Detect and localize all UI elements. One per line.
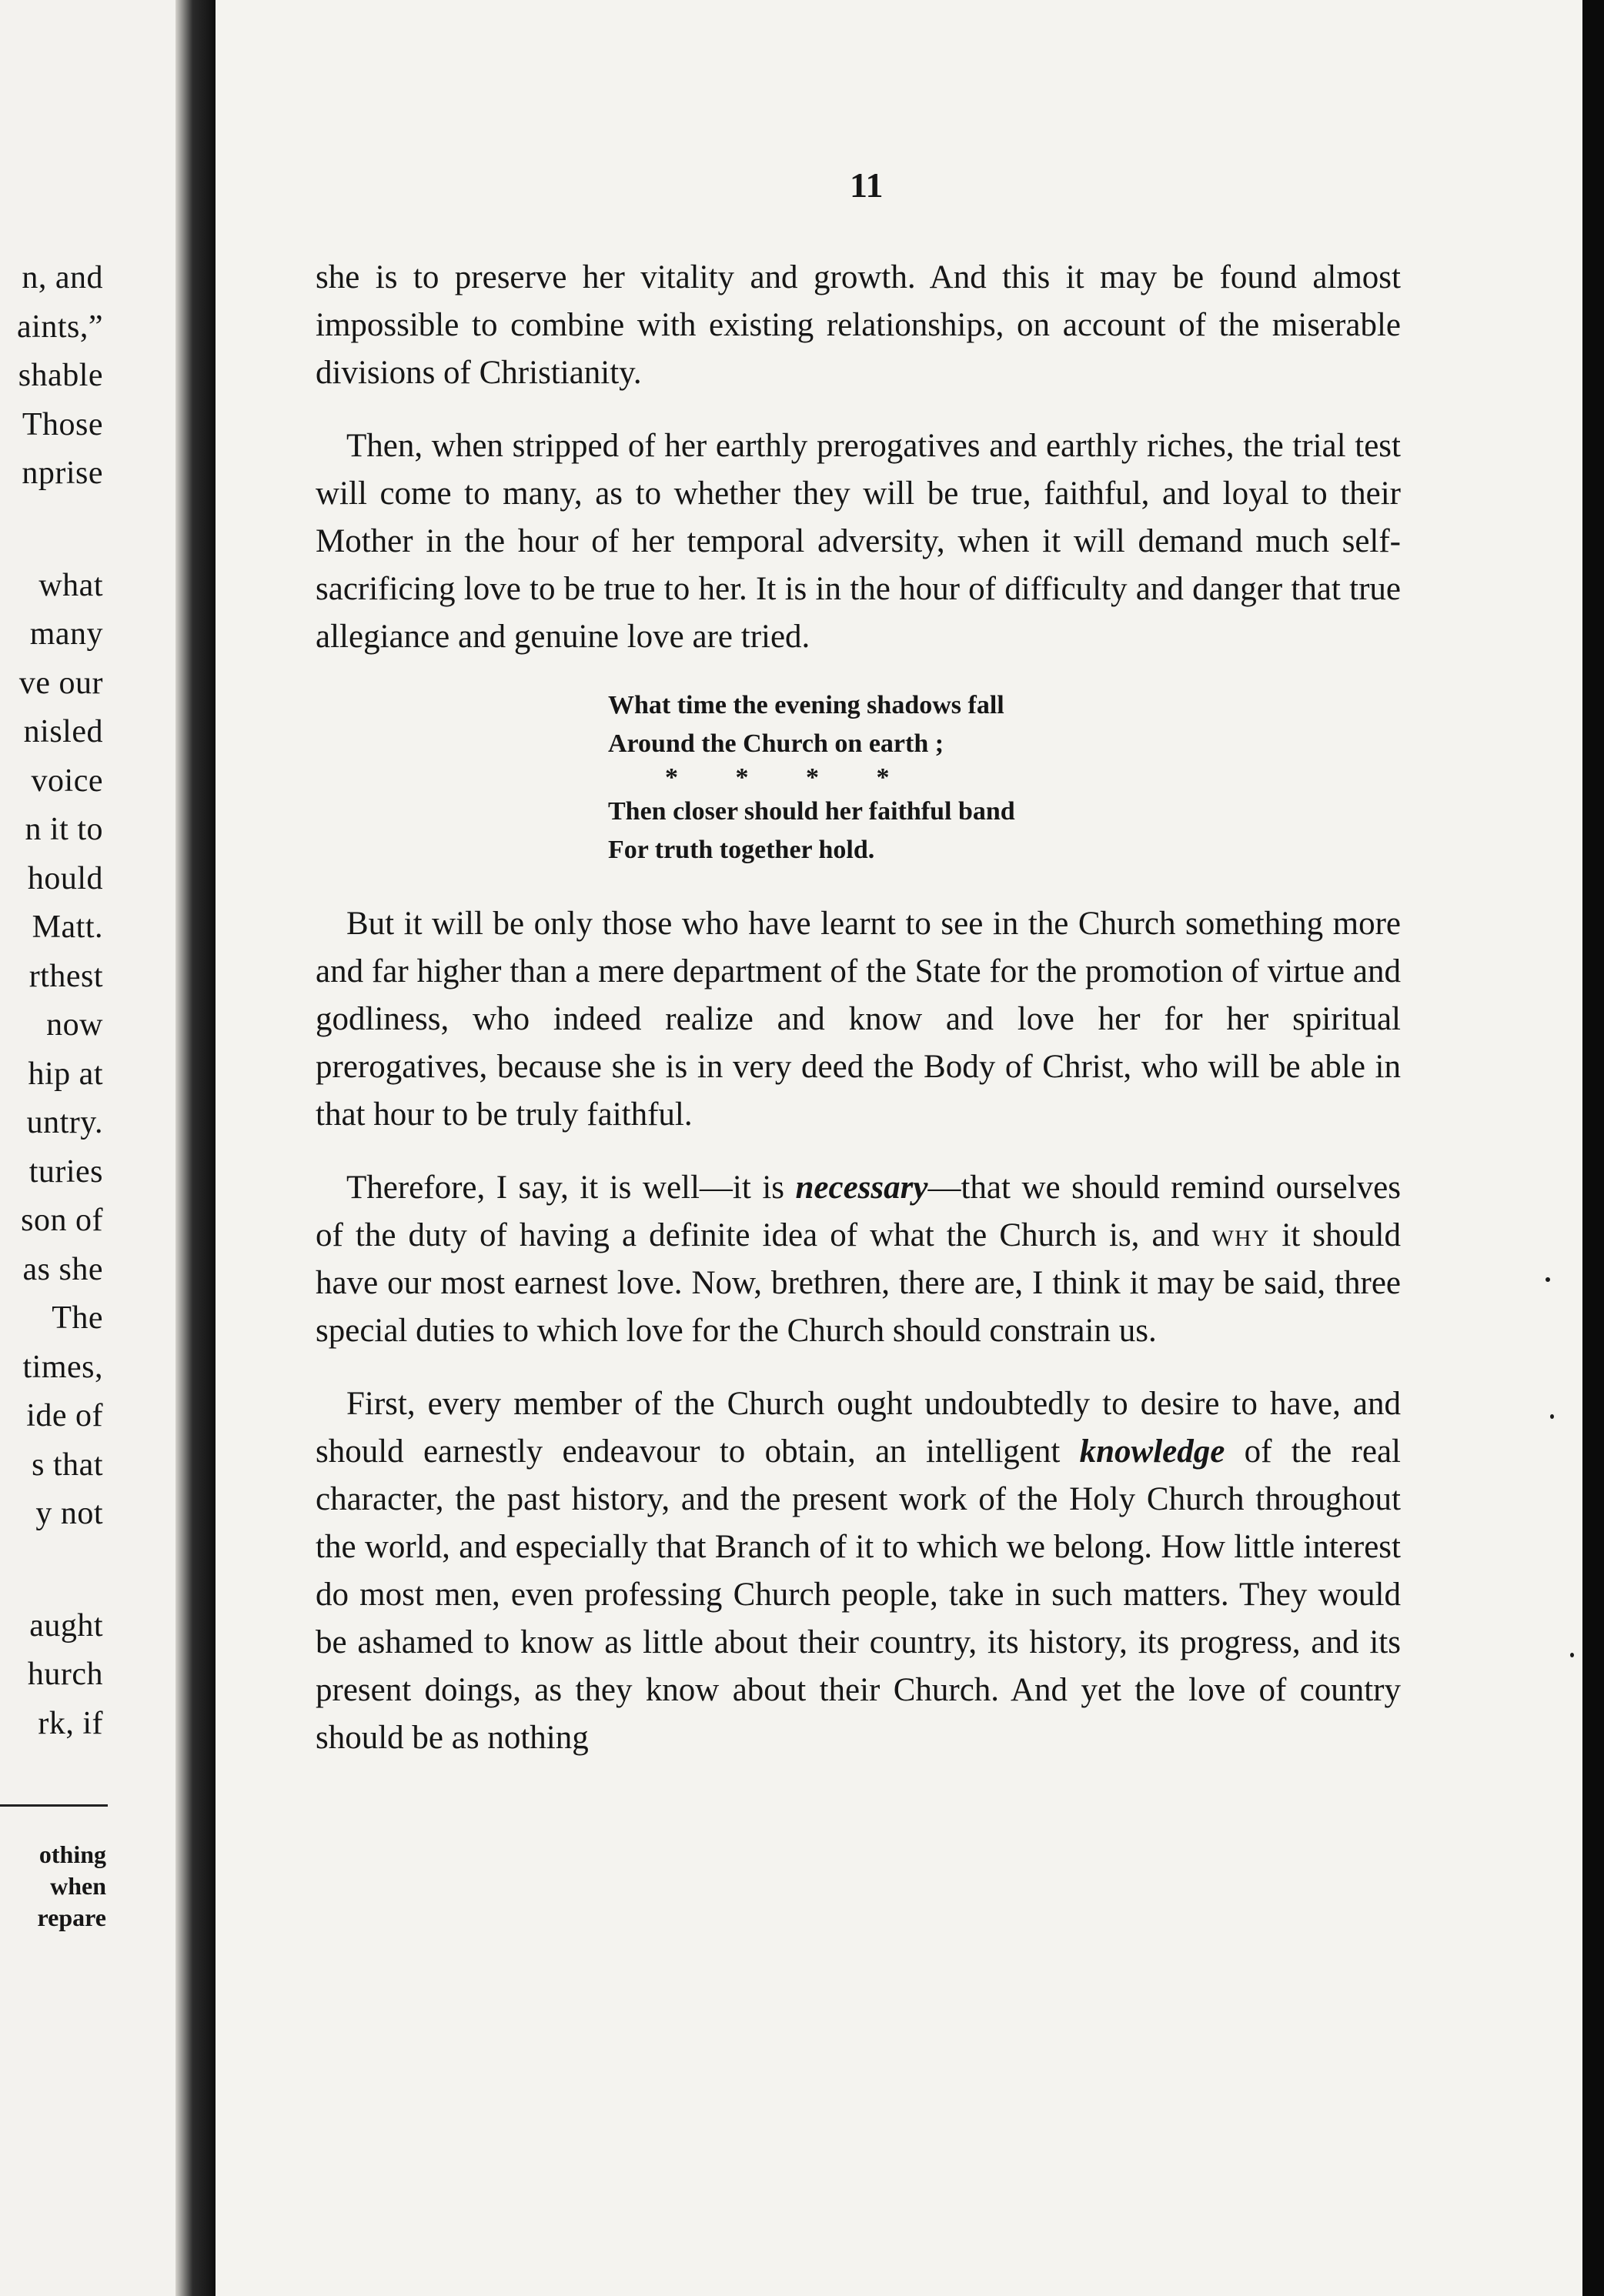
previous-page-line: times, [22,1349,103,1385]
verse-ellipsis-stars: * * * * [665,763,890,792]
previous-page [0,0,186,2296]
previous-page-line: many [29,616,103,652]
footnote-rule [0,1804,108,1807]
footnote-line: repare [37,1904,106,1931]
paragraph-1: she is to preserve her vitality and growth. And this it may be found almost impossible to combine with existing relationships, on account of the miserable divisions of Christianity. [316,259,1401,391]
verse-line-3: Then closer should her faithful band [608,797,1015,826]
previous-page-line: n, and [22,260,103,295]
paragraph-gap [17,1539,103,1602]
paragraph-4-text: Therefore, I say, it is well—it is [346,1170,796,1206]
previous-page-line: rk, if [38,1705,103,1741]
previous-page-footnote [38,1839,106,1934]
verse-quotation [608,686,1401,869]
previous-page-line: s that [32,1447,103,1483]
footnote-line: when [50,1872,106,1900]
previous-page-line: son of [21,1203,103,1238]
page-body [316,254,1401,1787]
previous-page-line: now [46,1007,103,1043]
previous-page-line: nisled [23,714,103,749]
previous-page-line: The [52,1300,103,1336]
paragraph-gap [17,499,103,562]
previous-page-line: voice [31,763,103,799]
paragraph-4-text: it should have our most earnest love. Now, brethren, there are, I think it may be said, three special duties to which love for the Church should constrain us. [316,1217,1401,1349]
previous-page-line: n it to [25,812,103,847]
paragraph-5 [316,1380,1401,1762]
book-gutter [175,0,219,2296]
paragraph-3: But it will be only those who have learnt to see in the Church something more and far higher than a mere department of the State for the promotion of virtue and godliness, who indeed realize and know and love her for her spiritual prerogatives, because she is in very deed the Body of Christ, who will be able in that hour to be truly faithful. [316,906,1401,1133]
previous-page-line: hurch [27,1657,103,1692]
previous-page-line: ide of [26,1398,103,1433]
paragraph-4 [316,1164,1401,1355]
page-number: 11 [850,165,884,205]
previous-page-line: what [38,567,103,603]
scan-speck [1550,1414,1554,1419]
verse-line-1: What time the evening shadows fall [608,691,1004,719]
previous-page-text [17,254,103,1748]
emphasis-knowledge: knowledge [1079,1433,1225,1470]
verse-line-4: For truth together hold. [608,836,875,864]
scan-speck [1570,1653,1574,1657]
emphasis-necessary: necessary [795,1170,928,1206]
previous-page-line: turies [28,1153,103,1190]
previous-page-line: Matt. [32,909,103,945]
previous-page-line: hould [27,860,103,896]
small-caps-why: why [1211,1217,1270,1253]
paragraph-5-text: First, every member of the Church ought undoubtedly to desire to have, and should earnestly endeavour to obtain, an intelligent [316,1386,1401,1470]
previous-page-line: shable [18,358,103,393]
previous-page-line: rthest [28,958,103,994]
footnote-line: othing [38,1840,106,1868]
previous-page-line: hip at [28,1056,103,1092]
previous-page-line: aught [29,1607,103,1644]
verse-line-2: Around the Church on earth ; [608,729,944,758]
paragraph-5-text: of the real character, the past history, and the present work of the Holy Church throughout the world, and especially that Branch of it to which we belong. How little interest do most men, even professing Church people, take in such matters. They would be ashamed to know as little about their country, its history, its progress, and its present doings, as they know about their Church. And yet the love of country should be as nothing [316,1433,1401,1756]
paragraph-4-text: —that we should remind ourselves of the duty of having a definite idea of what the Church is, and [316,1170,1401,1253]
previous-page-line: nprise [22,456,103,491]
previous-page-line: Those [22,406,103,442]
scan-speck [1546,1277,1550,1282]
paragraph-2: Then, when stripped of her earthly prerogatives and earthly riches, the trial test will come to many, as to whether they will be true, faithful, and loyal to their Mother in the hour of her temporal adversity, when it will demand much self-sacrificing love to be true to her. It is in the hour of difficulty and danger that true allegiance and genuine love are tried. [316,428,1401,655]
previous-page-line: aints,” [17,309,103,345]
previous-page-line: untry. [26,1105,103,1140]
previous-page-line: y not [35,1496,103,1531]
previous-page-line: as she [22,1251,103,1287]
previous-page-line: ve our [18,665,103,701]
current-page [216,0,1582,2296]
